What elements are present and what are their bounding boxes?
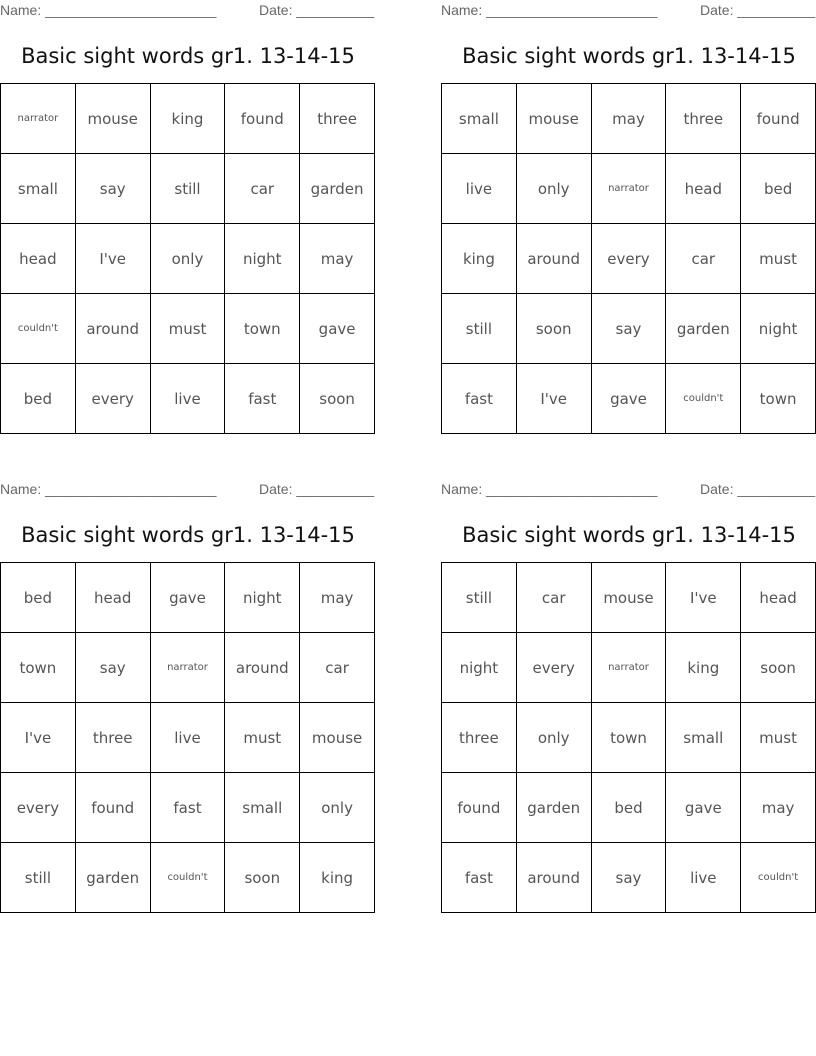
bingo-cell: small <box>666 703 741 773</box>
bingo-grid <box>0 83 375 434</box>
bingo-cell: bed <box>1 364 76 434</box>
bingo-cell: gave <box>666 773 741 843</box>
bingo-cell: say <box>592 294 667 364</box>
bingo-cell: night <box>741 294 816 364</box>
bingo-card <box>0 0 376 408</box>
bingo-cell: three <box>76 703 151 773</box>
name-date-row <box>0 0 376 22</box>
bingo-cell: king <box>151 84 226 154</box>
bingo-cell: three <box>300 84 375 154</box>
bingo-cell: couldn't <box>1 294 76 364</box>
bingo-cell: king <box>666 633 741 703</box>
bingo-cell: only <box>151 224 226 294</box>
bingo-cell: found <box>442 773 517 843</box>
bingo-cell: car <box>225 154 300 224</box>
bingo-cell: only <box>517 703 592 773</box>
bingo-cell: may <box>300 563 375 633</box>
bingo-cell: must <box>741 224 816 294</box>
bingo-cell: narrator <box>151 633 226 703</box>
bingo-cell: live <box>151 364 226 434</box>
name-field-label: Name: ______________________ <box>0 2 217 18</box>
bingo-cell: fast <box>225 364 300 434</box>
bingo-cell: every <box>517 633 592 703</box>
card-title: Basic sight words gr1. 13-14-15 <box>21 44 355 68</box>
bingo-cell: head <box>1 224 76 294</box>
bingo-cell: narrator <box>592 633 667 703</box>
bingo-cell: king <box>300 843 375 913</box>
bingo-cell: small <box>225 773 300 843</box>
bingo-cell: may <box>300 224 375 294</box>
bingo-cell: fast <box>442 364 517 434</box>
bingo-cell: only <box>517 154 592 224</box>
bingo-cell: found <box>741 84 816 154</box>
bingo-cell: may <box>592 84 667 154</box>
bingo-cell: soon <box>517 294 592 364</box>
bingo-cell: found <box>76 773 151 843</box>
bingo-cell: live <box>442 154 517 224</box>
bingo-grid <box>441 562 816 913</box>
bingo-cell: say <box>76 633 151 703</box>
bingo-cell: bed <box>1 563 76 633</box>
bingo-cell: head <box>741 563 816 633</box>
bingo-cell: gave <box>592 364 667 434</box>
bingo-cell: only <box>300 773 375 843</box>
bingo-cell: still <box>442 294 517 364</box>
bingo-cell: town <box>592 703 667 773</box>
card-title: Basic sight words gr1. 13-14-15 <box>462 44 796 68</box>
name-field-label: Name: ______________________ <box>441 481 658 497</box>
bingo-cell: I've <box>1 703 76 773</box>
bingo-cell: say <box>592 843 667 913</box>
bingo-cell: head <box>666 154 741 224</box>
bingo-cell: I've <box>76 224 151 294</box>
name-field-label: Name: ______________________ <box>0 481 217 497</box>
bingo-cell: night <box>225 563 300 633</box>
date-field-label: Date: __________ <box>259 2 375 18</box>
date-field-label: Date: __________ <box>700 2 816 18</box>
bingo-cell: fast <box>442 843 517 913</box>
bingo-cell: found <box>225 84 300 154</box>
bingo-cell: soon <box>741 633 816 703</box>
bingo-cell: live <box>666 843 741 913</box>
date-field-label: Date: __________ <box>259 481 375 497</box>
bingo-cell: night <box>442 633 517 703</box>
bingo-cell: live <box>151 703 226 773</box>
bingo-cell: car <box>517 563 592 633</box>
bingo-cell: narrator <box>1 84 76 154</box>
bingo-cell: king <box>442 224 517 294</box>
bingo-cell: must <box>225 703 300 773</box>
bingo-cell: narrator <box>592 154 667 224</box>
bingo-cell: small <box>442 84 517 154</box>
bingo-cell: mouse <box>76 84 151 154</box>
bingo-cell: every <box>592 224 667 294</box>
bingo-cell: I've <box>517 364 592 434</box>
bingo-cell: still <box>151 154 226 224</box>
bingo-cell: around <box>517 843 592 913</box>
date-field-label: Date: __________ <box>700 481 816 497</box>
name-date-row <box>441 479 816 501</box>
bingo-cell: fast <box>151 773 226 843</box>
name-field-label: Name: ______________________ <box>441 2 658 18</box>
bingo-cell: couldn't <box>151 843 226 913</box>
bingo-cell: around <box>225 633 300 703</box>
bingo-card <box>441 479 816 887</box>
bingo-cell: around <box>76 294 151 364</box>
bingo-cell: night <box>225 224 300 294</box>
bingo-grid <box>441 83 816 434</box>
bingo-cell: soon <box>225 843 300 913</box>
bingo-cell: still <box>1 843 76 913</box>
card-title: Basic sight words gr1. 13-14-15 <box>21 523 355 547</box>
bingo-cell: bed <box>741 154 816 224</box>
bingo-cell: say <box>76 154 151 224</box>
bingo-cell: couldn't <box>741 843 816 913</box>
bingo-cell: car <box>666 224 741 294</box>
bingo-cell: couldn't <box>666 364 741 434</box>
bingo-cell: gave <box>151 563 226 633</box>
bingo-cell: may <box>741 773 816 843</box>
bingo-cell: small <box>1 154 76 224</box>
name-date-row <box>441 0 816 22</box>
bingo-cell: still <box>442 563 517 633</box>
bingo-cell: garden <box>517 773 592 843</box>
bingo-cell: must <box>741 703 816 773</box>
bingo-cell: mouse <box>517 84 592 154</box>
bingo-cell: I've <box>666 563 741 633</box>
bingo-cell: town <box>225 294 300 364</box>
bingo-cell: three <box>666 84 741 154</box>
bingo-cell: gave <box>300 294 375 364</box>
bingo-cell: mouse <box>592 563 667 633</box>
bingo-cell: garden <box>76 843 151 913</box>
name-date-row <box>0 479 376 501</box>
bingo-cell: garden <box>666 294 741 364</box>
bingo-cell: every <box>76 364 151 434</box>
bingo-cell: soon <box>300 364 375 434</box>
bingo-cell: every <box>1 773 76 843</box>
card-title: Basic sight words gr1. 13-14-15 <box>462 523 796 547</box>
bingo-card <box>441 0 816 408</box>
bingo-cell: bed <box>592 773 667 843</box>
bingo-cell: car <box>300 633 375 703</box>
bingo-cell: mouse <box>300 703 375 773</box>
bingo-cell: town <box>741 364 816 434</box>
bingo-grid <box>0 562 375 913</box>
bingo-cell: three <box>442 703 517 773</box>
bingo-cell: garden <box>300 154 375 224</box>
bingo-cell: around <box>517 224 592 294</box>
bingo-cell: head <box>76 563 151 633</box>
bingo-cell: must <box>151 294 226 364</box>
bingo-cell: town <box>1 633 76 703</box>
bingo-card <box>0 479 376 887</box>
